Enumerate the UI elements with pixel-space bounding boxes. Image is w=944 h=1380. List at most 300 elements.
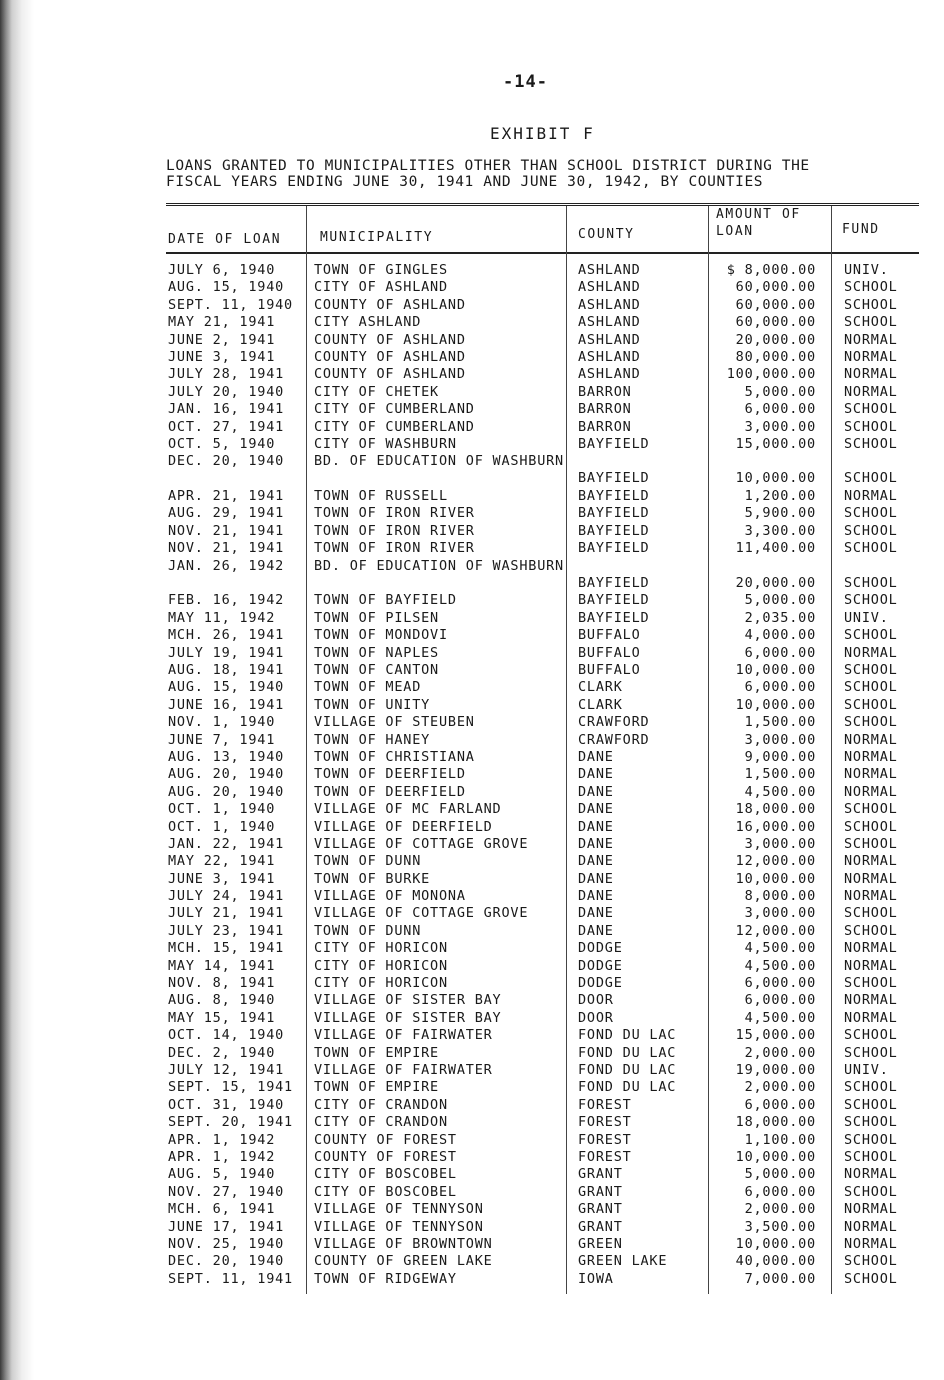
county-cell: BAYFIELD: [578, 574, 650, 591]
table-row: [166, 784, 919, 801]
municipality-cell: VILLAGE OF TENNYSON: [314, 1201, 484, 1218]
county-cell: CRAWFORD: [578, 731, 650, 748]
county-cell: BAYFIELD: [578, 470, 650, 487]
amount-cell: 10,000.00: [735, 696, 816, 713]
date-cell: SEPT. 15, 1941: [168, 1079, 293, 1096]
date-cell: AUG. 15, 1940: [168, 279, 285, 296]
county-cell: BUFFALO: [578, 644, 641, 661]
table-row: [166, 679, 919, 696]
fund-cell: NORMAL: [844, 331, 898, 348]
municipality-cell: COUNTY OF FOREST: [314, 1148, 457, 1165]
county-cell: DODGE: [578, 957, 623, 974]
table-row: [166, 384, 919, 401]
table-row: [166, 888, 919, 905]
municipality-cell: VILLAGE OF MC FARLAND: [314, 801, 502, 818]
municipality-cell: TOWN OF DEERFIELD: [314, 783, 466, 800]
municipality-cell: TOWN OF CANTON: [314, 662, 439, 679]
table-row: [166, 314, 919, 331]
amount-cell: 10,000.00: [735, 470, 816, 487]
fund-cell: SCHOOL: [844, 696, 898, 713]
municipality-cell: CITY OF BOSCOBEL: [314, 1166, 457, 1183]
county-cell: CRAWFORD: [578, 714, 650, 731]
amount-cell: $ 8,000.00: [726, 262, 816, 278]
municipality-cell: TOWN OF IRON RIVER: [314, 522, 475, 539]
date-cell: JUNE 7, 1941: [168, 731, 276, 748]
fund-cell: NORMAL: [844, 853, 898, 870]
county-cell: FOND DU LAC: [578, 1027, 677, 1044]
fund-cell: SCHOOL: [844, 418, 898, 435]
municipality-cell: TOWN OF IRON RIVER: [314, 540, 475, 557]
date-cell: JUNE 16, 1941: [168, 696, 285, 713]
amount-cell: 10,000.00: [735, 1235, 816, 1252]
municipality-cell: CITY OF HORICON: [314, 975, 448, 992]
amount-cell: 12,000.00: [735, 922, 816, 939]
municipality-cell: TOWN OF DUNN: [314, 922, 422, 939]
fund-cell: NORMAL: [844, 366, 898, 383]
date-cell: APR. 1, 1942: [168, 1148, 276, 1165]
fund-cell: NORMAL: [844, 888, 898, 905]
table-row: [166, 1253, 919, 1270]
county-cell: BUFFALO: [578, 662, 641, 679]
table-row: [166, 523, 919, 540]
date-cell: JULY 21, 1941: [168, 905, 285, 922]
fund-cell: SCHOOL: [844, 1096, 898, 1113]
date-cell: DEC. 20, 1940: [168, 453, 285, 470]
municipality-cell: CITY OF CHETEK: [314, 383, 439, 400]
fund-cell: SCHOOL: [844, 905, 898, 922]
fund-cell: SCHOOL: [844, 1183, 898, 1200]
table-row: [166, 958, 919, 975]
municipality-cell: CITY OF HORICON: [314, 957, 448, 974]
date-cell: DEC. 20, 1940: [168, 1253, 285, 1270]
table-row: [166, 871, 919, 888]
date-cell: NOV. 8, 1941: [168, 975, 276, 992]
amount-cell: 5,000.00: [744, 383, 816, 400]
county-cell: DANE: [578, 870, 614, 887]
fund-cell: NORMAL: [844, 748, 898, 765]
amount-cell: 12,000.00: [735, 853, 816, 870]
amount-cell: 6,000.00: [744, 644, 816, 661]
fund-cell: SCHOOL: [844, 662, 898, 679]
date-cell: AUG. 15, 1940: [168, 679, 285, 696]
table-row: [166, 436, 919, 453]
date-cell: JUNE 3, 1941: [168, 348, 276, 365]
date-cell: MAY 11, 1942: [168, 609, 276, 626]
date-cell: JUNE 3, 1941: [168, 870, 276, 887]
table-row: [166, 1097, 919, 1114]
table-row: [166, 714, 919, 731]
fund-cell: SCHOOL: [844, 470, 898, 487]
table-row: [166, 940, 919, 957]
date-cell: JULY 19, 1941: [168, 644, 285, 661]
exhibit-title: EXHIBIT F: [490, 124, 595, 143]
header-bottom-rule: [166, 252, 919, 254]
municipality-cell: CITY OF BOSCOBEL: [314, 1183, 457, 1200]
municipality-cell: COUNTY OF ASHLAND: [314, 296, 466, 313]
fund-cell: SCHOOL: [844, 401, 898, 418]
date-cell: MCH. 6, 1941: [168, 1201, 276, 1218]
fund-cell: SCHOOL: [844, 801, 898, 818]
amount-cell: 6,000.00: [744, 975, 816, 992]
table-row: [166, 697, 919, 714]
date-cell: OCT. 1, 1940: [168, 801, 276, 818]
county-cell: DANE: [578, 905, 614, 922]
fund-cell: SCHOOL: [844, 818, 898, 835]
amount-cell: 6,000.00: [744, 401, 816, 418]
table-row: [166, 749, 919, 766]
municipality-cell: VILLAGE OF FAIRWATER: [314, 1062, 493, 1078]
county-cell: FOND DU LAC: [578, 1044, 677, 1061]
fund-cell: SCHOOL: [844, 975, 898, 992]
county-cell: FOREST: [578, 1096, 632, 1113]
fund-cell: SCHOOL: [844, 1044, 898, 1061]
date-cell: JUNE 2, 1941: [168, 331, 276, 348]
date-cell: APR. 21, 1941: [168, 488, 285, 505]
fund-cell: UNIV.: [844, 1062, 889, 1078]
amount-cell: 4,500.00: [744, 1009, 816, 1026]
date-cell: JAN. 26, 1942: [168, 557, 285, 574]
county-cell: BUFFALO: [578, 627, 641, 644]
date-cell: OCT. 14, 1940: [168, 1027, 285, 1044]
municipality-cell: CITY OF CRANDON: [314, 1096, 448, 1113]
table-row: [166, 1219, 919, 1236]
amount-cell: 19,000.00: [735, 1062, 816, 1078]
table-row: [166, 610, 919, 627]
county-cell: BARRON: [578, 418, 632, 435]
municipality-cell: VILLAGE OF STEUBEN: [314, 714, 475, 731]
amount-cell: 100,000.00: [726, 366, 816, 383]
municipality-cell: CITY OF ASHLAND: [314, 279, 448, 296]
municipality-cell: TOWN OF RUSSELL: [314, 488, 448, 505]
county-cell: DANE: [578, 835, 614, 852]
date-cell: JULY 24, 1941: [168, 888, 285, 905]
municipality-cell: BD. OF EDUCATION OF WASHBURN: [314, 557, 564, 574]
amount-cell: 11,400.00: [735, 540, 816, 557]
date-cell: AUG. 29, 1941: [168, 505, 285, 522]
header-county: COUNTY: [578, 227, 635, 242]
county-cell: DANE: [578, 766, 614, 783]
header-municipality: MUNICIPALITY: [320, 230, 434, 245]
county-cell: DOOR: [578, 1009, 614, 1026]
date-cell: JULY 28, 1941: [168, 366, 285, 383]
fund-cell: SCHOOL: [844, 679, 898, 696]
table-row: [166, 1166, 919, 1183]
municipality-cell: COUNTY OF ASHLAND: [314, 348, 466, 365]
date-cell: FEB. 16, 1942: [168, 592, 285, 609]
county-cell: GRANT: [578, 1183, 623, 1200]
amount-cell: 18,000.00: [735, 1114, 816, 1131]
fund-cell: NORMAL: [844, 644, 898, 661]
fund-cell: SCHOOL: [844, 522, 898, 539]
table-row: [166, 1062, 919, 1079]
amount-cell: 4,000.00: [744, 627, 816, 644]
fund-cell: SCHOOL: [844, 1114, 898, 1131]
loans-table-body: [166, 262, 919, 1288]
county-cell: DOOR: [578, 992, 614, 1009]
fund-cell: NORMAL: [844, 766, 898, 783]
date-cell: AUG. 18, 1941: [168, 662, 285, 679]
book-binding-edge: [0, 0, 34, 1380]
table-row: [166, 1132, 919, 1149]
municipality-cell: TOWN OF EMPIRE: [314, 1044, 439, 1061]
table-row: [166, 1079, 919, 1096]
municipality-cell: TOWN OF IRON RIVER: [314, 505, 475, 522]
amount-cell: 60,000.00: [735, 296, 816, 313]
municipality-cell: TOWN OF BAYFIELD: [314, 592, 457, 609]
table-row: [166, 332, 919, 349]
table-caption: LOANS GRANTED TO MUNICIPALITIES OTHER THAN SCHOOL DISTRICT DURING THE FISCAL YEARS ENDING JUNE 30, 1941 AND JUNE 30, 1942, BY COUNTIES: [166, 158, 810, 190]
municipality-cell: CITY OF CUMBERLAND: [314, 418, 475, 435]
table-row: [166, 645, 919, 662]
municipality-cell: VILLAGE OF BROWNTOWN: [314, 1235, 493, 1252]
fund-cell: SCHOOL: [844, 1079, 898, 1096]
amount-cell: 60,000.00: [735, 314, 816, 331]
table-row: [166, 366, 919, 383]
municipality-cell: COUNTY OF ASHLAND: [314, 366, 466, 383]
fund-cell: SCHOOL: [844, 592, 898, 609]
municipality-cell: TOWN OF MONDOVI: [314, 627, 448, 644]
municipality-cell: TOWN OF DEERFIELD: [314, 766, 466, 783]
table-row: [166, 262, 919, 279]
amount-cell: 15,000.00: [735, 1027, 816, 1044]
municipality-cell: TOWN OF CHRISTIANA: [314, 748, 475, 765]
amount-cell: 7,000.00: [744, 1270, 816, 1287]
date-cell: SEPT. 20, 1941: [168, 1114, 293, 1131]
county-cell: DANE: [578, 818, 614, 835]
amount-cell: 1,500.00: [744, 714, 816, 731]
county-cell: FOREST: [578, 1148, 632, 1165]
county-cell: ASHLAND: [578, 262, 641, 278]
fund-cell: SCHOOL: [844, 714, 898, 731]
table-row: [166, 853, 919, 870]
date-cell: OCT. 27, 1941: [168, 418, 285, 435]
amount-cell: 1,100.00: [744, 1131, 816, 1148]
fund-cell: SCHOOL: [844, 922, 898, 939]
amount-cell: 8,000.00: [744, 888, 816, 905]
amount-cell: 2,035.00: [744, 609, 816, 626]
fund-cell: SCHOOL: [844, 314, 898, 331]
county-cell: DODGE: [578, 975, 623, 992]
fund-cell: NORMAL: [844, 1201, 898, 1218]
municipality-cell: VILLAGE OF FAIRWATER: [314, 1027, 493, 1044]
county-cell: FOREST: [578, 1131, 632, 1148]
municipality-cell: VILLAGE OF TENNYSON: [314, 1218, 484, 1235]
fund-cell: UNIV.: [844, 262, 889, 278]
amount-cell: 3,300.00: [744, 522, 816, 539]
municipality-cell: TOWN OF RIDGEWAY: [314, 1270, 457, 1287]
county-cell: BARRON: [578, 383, 632, 400]
fund-cell: SCHOOL: [844, 505, 898, 522]
amount-cell: 5,000.00: [744, 592, 816, 609]
fund-cell: SCHOOL: [844, 279, 898, 296]
fund-cell: NORMAL: [844, 992, 898, 1009]
table-row: [166, 627, 919, 644]
municipality-cell: COUNTY OF ASHLAND: [314, 331, 466, 348]
fund-cell: SCHOOL: [844, 435, 898, 452]
amount-cell: 6,000.00: [744, 679, 816, 696]
table-row: [166, 297, 919, 314]
municipality-cell: VILLAGE OF MONONA: [314, 888, 466, 905]
county-cell: GRANT: [578, 1201, 623, 1218]
fund-cell: SCHOOL: [844, 627, 898, 644]
table-row: [166, 766, 919, 783]
municipality-cell: CITY OF CRANDON: [314, 1114, 448, 1131]
date-cell: NOV. 21, 1941: [168, 522, 285, 539]
date-cell: MCH. 15, 1941: [168, 940, 285, 957]
date-cell: SEPT. 11, 1940: [168, 296, 293, 313]
date-cell: OCT. 5, 1940: [168, 435, 276, 452]
municipality-cell: CITY OF CUMBERLAND: [314, 401, 475, 418]
date-cell: JULY 23, 1941: [168, 922, 285, 939]
date-cell: APR. 1, 1942: [168, 1131, 276, 1148]
amount-cell: 1,200.00: [744, 488, 816, 505]
county-cell: IOWA: [578, 1270, 614, 1287]
amount-cell: 3,000.00: [744, 835, 816, 852]
municipality-cell: CITY OF HORICON: [314, 940, 448, 957]
table-row: [166, 419, 919, 436]
table-row: [166, 279, 919, 296]
header-amount: AMOUNT OF LOAN: [716, 207, 801, 239]
fund-cell: NORMAL: [844, 940, 898, 957]
amount-cell: 3,000.00: [744, 731, 816, 748]
table-row: [166, 453, 919, 488]
table-row: [166, 540, 919, 557]
fund-cell: NORMAL: [844, 1235, 898, 1252]
county-cell: GRANT: [578, 1166, 623, 1183]
municipality-cell: VILLAGE OF COTTAGE GROVE: [314, 835, 529, 852]
county-cell: BAYFIELD: [578, 505, 650, 522]
table-row: [166, 1149, 919, 1166]
amount-cell: 1,500.00: [744, 766, 816, 783]
fund-cell: NORMAL: [844, 1218, 898, 1235]
amount-cell: 16,000.00: [735, 818, 816, 835]
date-cell: NOV. 1, 1940: [168, 714, 276, 731]
fund-cell: NORMAL: [844, 1166, 898, 1183]
municipality-cell: TOWN OF EMPIRE: [314, 1079, 439, 1096]
county-cell: GRANT: [578, 1218, 623, 1235]
amount-cell: 4,500.00: [744, 783, 816, 800]
fund-cell: SCHOOL: [844, 540, 898, 557]
municipality-cell: TOWN OF BURKE: [314, 870, 431, 887]
table-row: [166, 1045, 919, 1062]
municipality-cell: COUNTY OF FOREST: [314, 1131, 457, 1148]
county-cell: BAYFIELD: [578, 435, 650, 452]
table-row: [166, 836, 919, 853]
date-cell: AUG. 20, 1940: [168, 783, 285, 800]
amount-cell: 20,000.00: [735, 574, 816, 591]
fund-cell: NORMAL: [844, 957, 898, 974]
date-cell: NOV. 21, 1941: [168, 540, 285, 557]
county-cell: DANE: [578, 783, 614, 800]
header-date: DATE OF LOAN: [168, 232, 282, 247]
table-row: [166, 349, 919, 366]
table-row: [166, 1201, 919, 1218]
table-row: [166, 488, 919, 505]
amount-cell: 9,000.00: [744, 748, 816, 765]
amount-cell: 10,000.00: [735, 870, 816, 887]
county-cell: DANE: [578, 748, 614, 765]
table-row: [166, 905, 919, 922]
fund-cell: NORMAL: [844, 383, 898, 400]
county-cell: FOND DU LAC: [578, 1079, 677, 1096]
fund-cell: NORMAL: [844, 348, 898, 365]
table-row: [166, 505, 919, 522]
fund-cell: SCHOOL: [844, 296, 898, 313]
date-cell: JUNE 17, 1941: [168, 1218, 285, 1235]
table-row: [166, 923, 919, 940]
county-cell: GREEN LAKE: [578, 1253, 668, 1270]
date-cell: AUG. 5, 1940: [168, 1166, 276, 1183]
date-cell: JULY 12, 1941: [168, 1062, 285, 1078]
amount-cell: 80,000.00: [735, 348, 816, 365]
amount-cell: 15,000.00: [735, 435, 816, 452]
date-cell: OCT. 1, 1940: [168, 818, 276, 835]
amount-cell: 4,500.00: [744, 940, 816, 957]
date-cell: AUG. 13, 1940: [168, 748, 285, 765]
fund-cell: NORMAL: [844, 783, 898, 800]
municipality-cell: VILLAGE OF COTTAGE GROVE: [314, 905, 529, 922]
date-cell: AUG. 8, 1940: [168, 992, 276, 1009]
date-cell: NOV. 27, 1940: [168, 1183, 285, 1200]
county-cell: DODGE: [578, 940, 623, 957]
amount-cell: 6,000.00: [744, 1183, 816, 1200]
fund-cell: SCHOOL: [844, 835, 898, 852]
county-cell: GREEN: [578, 1235, 623, 1252]
amount-cell: 5,000.00: [744, 1166, 816, 1183]
county-cell: FOREST: [578, 1114, 632, 1131]
municipality-cell: CITY ASHLAND: [314, 314, 422, 331]
county-cell: ASHLAND: [578, 366, 641, 383]
municipality-cell: CITY OF WASHBURN: [314, 435, 457, 452]
municipality-cell: TOWN OF NAPLES: [314, 644, 439, 661]
amount-cell: 3,000.00: [744, 905, 816, 922]
fund-cell: NORMAL: [844, 488, 898, 505]
county-cell: ASHLAND: [578, 279, 641, 296]
fund-cell: SCHOOL: [844, 1131, 898, 1148]
amount-cell: 18,000.00: [735, 801, 816, 818]
fund-cell: NORMAL: [844, 731, 898, 748]
date-cell: MAY 21, 1941: [168, 314, 276, 331]
amount-cell: 60,000.00: [735, 279, 816, 296]
table-row: [166, 662, 919, 679]
county-cell: DANE: [578, 888, 614, 905]
county-cell: ASHLAND: [578, 296, 641, 313]
municipality-cell: VILLAGE OF SISTER BAY: [314, 992, 502, 1009]
date-cell: SEPT. 11, 1941: [168, 1270, 293, 1287]
fund-cell: UNIV.: [844, 609, 889, 626]
date-cell: JULY 20, 1940: [168, 383, 285, 400]
amount-cell: 6,000.00: [744, 1096, 816, 1113]
amount-cell: 5,900.00: [744, 505, 816, 522]
county-cell: BAYFIELD: [578, 609, 650, 626]
date-cell: NOV. 25, 1940: [168, 1235, 285, 1252]
amount-cell: 6,000.00: [744, 992, 816, 1009]
fund-cell: SCHOOL: [844, 1253, 898, 1270]
municipality-cell: TOWN OF PILSEN: [314, 609, 439, 626]
county-cell: BAYFIELD: [578, 540, 650, 557]
table-row: [166, 592, 919, 609]
amount-cell: 4,500.00: [744, 957, 816, 974]
table-row: [166, 975, 919, 992]
date-cell: MAY 14, 1941: [168, 957, 276, 974]
county-cell: CLARK: [578, 696, 623, 713]
table-row: [166, 1271, 919, 1288]
date-cell: JAN. 16, 1941: [168, 401, 285, 418]
table-row: [166, 819, 919, 836]
date-cell: MAY 22, 1941: [168, 853, 276, 870]
date-cell: MAY 15, 1941: [168, 1009, 276, 1026]
amount-cell: 3,500.00: [744, 1218, 816, 1235]
